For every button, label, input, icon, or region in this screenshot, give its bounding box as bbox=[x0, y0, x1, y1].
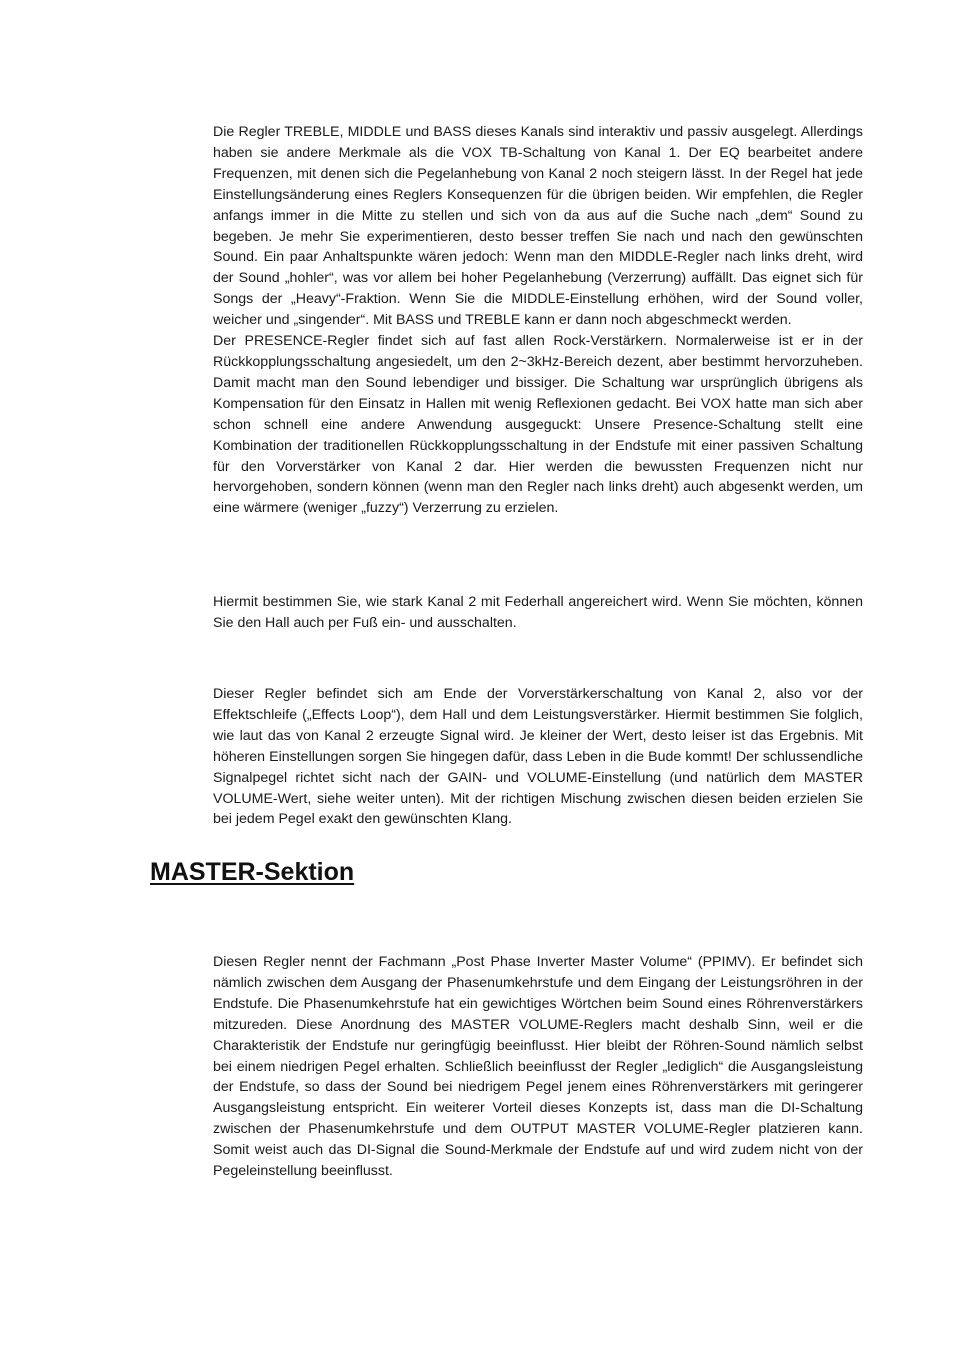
volume-text-block bbox=[213, 684, 863, 830]
master-section-heading: MASTER-Sektion bbox=[150, 858, 355, 886]
reverb-paragraph: Hiermit bestimmen Sie, wie stark Kanal 2 mit Federhall angereichert wird. Wenn Sie möchten, können Sie den Hall auch per Fuß ein- und ausschalten. bbox=[213, 594, 863, 631]
volume-paragraph: Dieser Regler befindet sich am Ende der Vorverstärkerschaltung von Kanal 2, also vor der Effektschleife („Effects Loop“), dem Hall und dem Leistungsverstärker. Hiermit bestimmen Sie folglich, wie laut das von Kanal 2 erzeugte Signal wird. Je kleiner der Wert, desto leiser ist das Ergebnis. Mit höheren Einstellungen sorgen Sie hingegen dafür, dass Leben in die Bude kommt! Der schlussendliche Signalpegel richtet sicht nach der GAIN- und VOLUME-Einstellung (und natürlich dem MASTER VOLUME-Wert, siehe weiter unten). Mit der richtigen Mischung zwischen diesen beiden erzielen Sie bei jedem Pegel exakt den gewünschten Klang. bbox=[213, 686, 863, 828]
reverb-text-block bbox=[213, 592, 863, 634]
presence-paragraph: Der PRESENCE-Regler findet sich auf fast allen Rock-Verstärkern. Normalerweise ist er in der Rückkopplungsschaltung angesiedelt, um den 2~3kHz-Bereich dezent, aber bestimmt hervorzuheben. Damit macht man den Sound lebendiger und bissiger. Die Schaltung war ursprünglich übrigens als Kompensation für den Einsatz in Hallen mit wenig Reflexionen gedacht. Bei VOX hatte man sich aber schon schnell eine andere Anwendung ausgeguckt: Unsere Presence-Schaltung stellt eine Kombination der traditionellen Rückkopplungsschaltung in der Endstufe mit einer passiven Schaltung für den Vorverstärker von Kanal 2 dar. Hier werden die bewussten Frequenzen nicht nur hervorgehoben, sondern können (wenn man den Regler nach links dreht) auch abgesenkt werden, um eine wärmere (weniger „fuzzy“) Verzerrung zu erzielen. bbox=[213, 333, 863, 517]
eq-controls-paragraph: Die Regler TREBLE, MIDDLE und BASS dieses Kanals sind interaktiv und passiv ausgelegt. Allerdings haben sie andere Merkmale als die VOX TB-Schaltung von Kanal 1. Der EQ bearbeitet andere Frequenzen, mit denen sich die Pegelanhebung von Kanal 2 noch steigern lässt. In der Regel hat jede Einstellungsänderung eines Reglers Konsequenzen für die übrigen beiden. Wir empfehlen, die Regler anfangs immer in die Mitte zu stellen und sich von da aus auf die Suche nach „dem“ Sound zu begeben. Je mehr Sie experimentieren, desto besser treffen Sie nach und nach den gewünschten Sound. Ein paar Anhaltspunkte wären jedoch: Wenn man den MIDDLE-Regler nach links dreht, wird der Sound „hohler“, was vor allem bei hoher Pegelanhebung (Verzerrung) auffällt. Das eignet sich für Songs der „Heavy“-Fraktion. Wenn Sie die MIDDLE-Einstellung erhöhen, wird der Sound voller, weicher und „singender“. Mit BASS und TREBLE kann er dann noch abgeschmeckt werden. bbox=[213, 124, 863, 329]
master-volume-paragraph: Diesen Regler nennt der Fachmann „Post Phase Inverter Master Volume“ (PPIMV). Er befindet sich nämlich zwischen dem Ausgang der Phasenumkehrstufe und dem Eingang der Leistungsröhren in der Endstufe. Die Phasenumkehrstufe hat ein gewichtiges Wörtchen beim Sound eines Röhrenverstärkers mitzureden. Diese Anordnung des MASTER VOLUME-Reglers macht deshalb Sinn, weil er die Charakteristik der Endstufe nur geringfügig beeinflusst. Hier bleibt der Röhren-Sound nämlich selbst bei einem niedrigen Pegel erhalten. Schließlich beeinflusst der Regler „lediglich“ die Ausgangsleistung der Endstufe, so dass der Sound bei niedrigem Pegel jenem eines Röhrenverstärkers mit geringerer Ausgangsleistung entspricht. Ein weiterer Vorteil dieses Konzepts ist, dass man die DI-Schaltung zwischen der Phasenumkehrstufe und dem OUTPUT MASTER VOLUME-Regler platzieren kann. Somit weist auch das DI-Signal die Sound-Merkmale der Endstufe auf und wird zudem nicht von der Pegeleinstellung beeinflusst. bbox=[213, 954, 863, 1180]
eq-presence-text-block bbox=[213, 122, 863, 519]
master-volume-text-block bbox=[213, 952, 863, 1182]
